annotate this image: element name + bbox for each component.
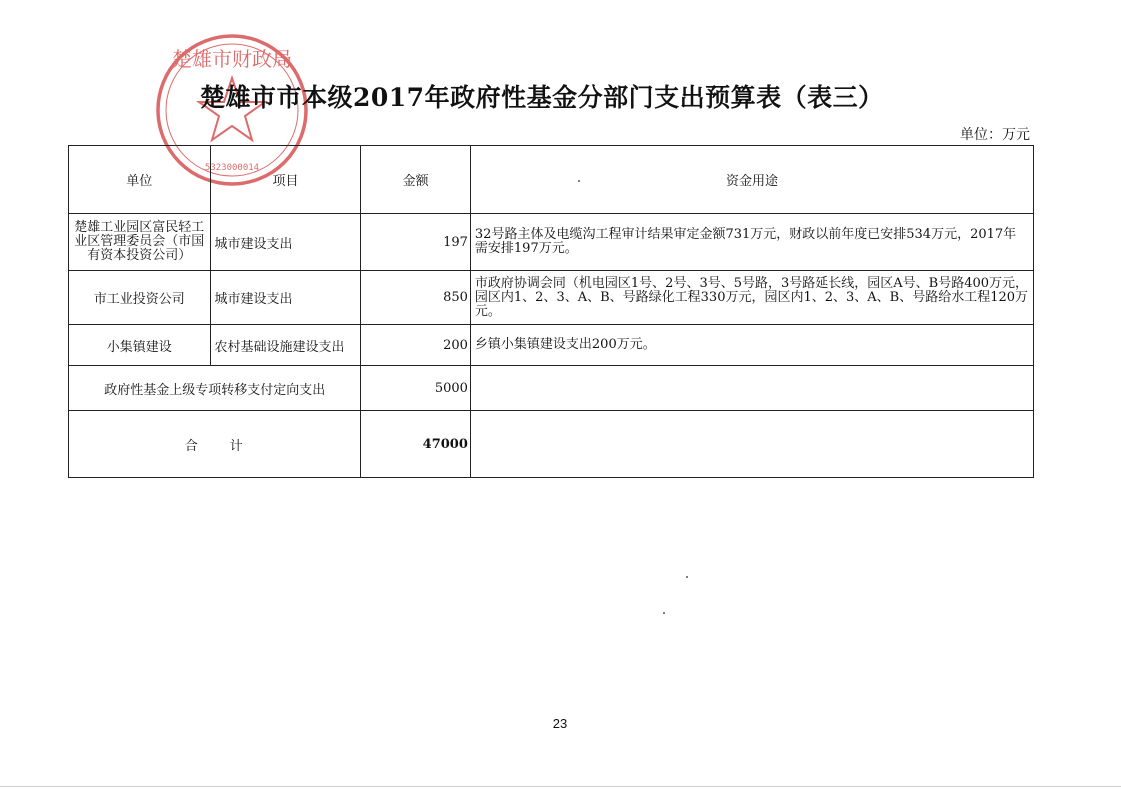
header-unit: 单位 <box>69 146 211 214</box>
total-row <box>69 411 1034 478</box>
header-item: 项目 <box>210 146 361 214</box>
row-item: 农村基础设施建设支出 <box>210 325 361 366</box>
row-usage: 乡镇小集镇建设支出200万元。 <box>470 325 1033 366</box>
page-title: 楚雄市市本级2017年政府性基金分部门支出预算表（表三） <box>200 83 884 112</box>
scan-speck <box>686 576 688 578</box>
table-row <box>69 325 1034 366</box>
row-item: 城市建设支出 <box>210 214 361 271</box>
scan-edge-line <box>0 786 1121 787</box>
table-row <box>69 271 1034 325</box>
row-unit: 小集镇建设 <box>69 325 211 366</box>
transfer-row <box>69 366 1034 411</box>
transfer-amount: 5000 <box>361 366 471 411</box>
table-row <box>69 214 1034 271</box>
svg-text:楚雄市财政局: 楚雄市财政局 <box>172 47 292 71</box>
total-amount: 47000 <box>361 411 471 478</box>
scan-speck <box>578 180 580 182</box>
row-item: 城市建设支出 <box>210 271 361 325</box>
unit-label: 单位：万元 <box>960 127 1030 143</box>
row-amount: 200 <box>361 325 471 366</box>
budget-table <box>68 145 1034 478</box>
row-unit: 市工业投资公司 <box>69 271 211 325</box>
transfer-usage <box>470 366 1033 411</box>
scan-speck <box>663 612 665 614</box>
row-usage: 市政府协调会同（机电园区1号、2号、3号、5号路，3号路延长线，园区A号、B号路400万元，园区内1、2、3、A、B、号路绿化工程330万元，园区内1、2、3、A、B、号路给水工程120万元。 <box>470 271 1033 325</box>
header-amount: 金额 <box>361 146 471 214</box>
row-amount: 850 <box>361 271 471 325</box>
total-label: 合 计 <box>69 411 361 478</box>
total-usage <box>470 411 1033 478</box>
page-number: 23 <box>552 716 568 731</box>
row-amount: 197 <box>361 214 471 271</box>
row-unit: 楚雄工业园区富民轻工业区管理委员会（市国有资本投资公司） <box>69 214 211 271</box>
svg-text:5323000014: 5323000014 <box>204 163 260 173</box>
transfer-label: 政府性基金上级专项转移支付定向支出 <box>69 366 361 411</box>
header-usage: 资金用途 <box>470 146 1033 214</box>
row-usage: 32号路主体及电缆沟工程审计结果审定金额731万元，财政以前年度已安排534万元，2017年需安排197万元。 <box>470 214 1033 271</box>
table-header-row <box>69 146 1034 214</box>
